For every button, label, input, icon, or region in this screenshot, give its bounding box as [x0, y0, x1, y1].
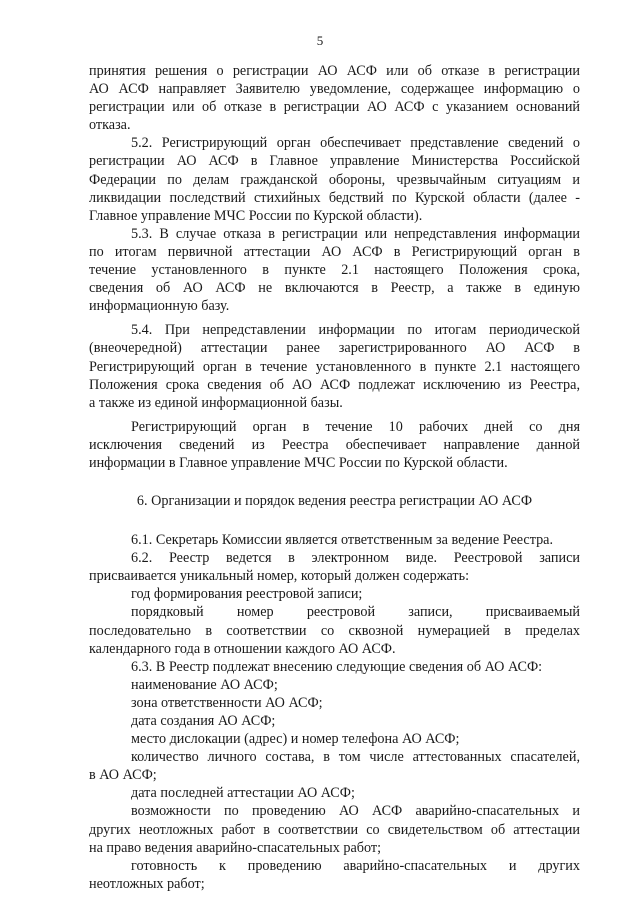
text-line: по итогам первичной аттестации АО АСФ в Регистрирующий орган в [89, 243, 580, 260]
text-line: регистрации или об отказе в регистрации АО АСФ с указанием оснований [89, 99, 580, 116]
text-line: 6.3. В Реестр подлежат внесению следующие сведения об АО АСФ: [131, 658, 543, 675]
text-line: 5.2. Регистрирующий орган обеспечивает представление сведений о [131, 135, 580, 152]
paragraph-5-4 [89, 321, 580, 411]
paragraph-regulation-continuation [89, 62, 580, 134]
text-line: Положения срока сведения об АО АСФ подлежат исключению из Реестра, [89, 376, 580, 393]
text-line: на право ведения аварийно-спасательных работ; [89, 839, 382, 856]
text-line: 6.1. Секретарь Комиссии является ответственным за ведение Реестра. [131, 532, 554, 549]
text-line: неотложных работ; [89, 875, 205, 892]
text-line: АО АСФ направляет Заявителю уведомление, содержащее информацию о [89, 81, 580, 98]
text-line: течение установленного в пункте 2.1 настоящего Положения срока, [89, 262, 580, 279]
list-item-serial-number [89, 603, 580, 657]
text-line: сведения об АО АСФ не включаются в Реестр, а также в единую [89, 280, 580, 297]
list-item-name [89, 676, 580, 694]
text-line: место дислокации (адрес) и номер телефона АО АСФ; [131, 731, 460, 748]
list-item-readiness [89, 857, 580, 893]
text-line: 5.4. При непредставлении информации по итогам периодической [131, 322, 580, 339]
text-line: Регистрирующий орган в течение 10 рабочих дней со дня [131, 418, 580, 435]
text-line: (внеочередной) аттестации ранее зарегистрированного АО АСФ в [89, 340, 580, 357]
text-line: количество личного состава, в том числе аттестованных спасателей, [131, 749, 580, 766]
text-line: последовательно в соответствии со сквозной нумерацией в пределах [89, 622, 580, 639]
list-item-zone [89, 694, 580, 712]
text-line: информации в Главное управление МЧС России по Курской области. [89, 454, 508, 471]
text-line: информационную базу. [89, 298, 230, 315]
text-line: Главное управление МЧС России по Курской области). [89, 207, 423, 224]
text-line: порядковый номер реестровой записи, присваиваемый [131, 604, 580, 621]
text-line: исключения сведений из Реестра обеспечивает направление данной [89, 436, 580, 453]
list-item-location [89, 730, 580, 748]
text-line: возможности по проведению АО АСФ аварийно-спасательных и [131, 803, 580, 820]
text-line: принятия решения о регистрации АО АСФ или об отказе в регистрации [89, 63, 580, 79]
text-line: год формирования реестровой записи; [131, 586, 363, 603]
text-line: отказа. [89, 117, 131, 134]
text-line: 5.3. В случае отказа в регистрации или непредставления информации [131, 225, 580, 242]
text-line: готовность к проведению аварийно-спасательных и других [131, 857, 580, 874]
text-line: дата последней аттестации АО АСФ; [131, 785, 355, 802]
text-line: календарного года в отношении каждого АО АСФ. [89, 640, 396, 657]
paragraph-5-3 [89, 225, 580, 315]
text-line: других неотложных работ в соответствии со свидетельством об аттестации [89, 821, 580, 838]
list-item-creation-date [89, 712, 580, 730]
list-item-personnel [89, 748, 580, 784]
list-item-year [89, 585, 580, 603]
text-line: зона ответственности АО АСФ; [131, 694, 323, 711]
text-line: Регистрирующий орган в течение установленного в пункте 2.1 настоящего [89, 358, 580, 375]
text-line: а также из единой информационной базы. [89, 394, 343, 411]
list-item-capabilities [89, 802, 580, 856]
paragraph-6-3 [89, 658, 580, 676]
text-line: дата создания АО АСФ; [131, 713, 276, 729]
paragraph-6-1 [89, 531, 580, 549]
paragraph-exclusion-notice [89, 418, 580, 472]
text-line: наименование АО АСФ; [131, 676, 278, 693]
paragraph-6-2 [89, 549, 580, 585]
paragraph-5-2 [89, 134, 580, 224]
text-line: Федерации по делам гражданской обороны, чрезвычайным ситуациям и [89, 171, 580, 188]
section-heading: 6. Организации и порядок ведения реестра регистрации АО АСФ [136, 493, 533, 510]
text-line: присваивается уникальный номер, который должен содержать: [89, 568, 470, 585]
page-number: 5 [316, 33, 324, 48]
text-line: в АО АСФ; [89, 767, 157, 784]
list-item-last-attestation [89, 784, 580, 802]
text-line: 6.2. Реестр ведется в электронном виде. Реестровой записи [131, 550, 580, 567]
text-line: ликвидации последствий стихийных бедствий по Курской области (далее - [89, 189, 580, 206]
document-body [89, 62, 580, 893]
text-line: регистрации АО АСФ в Главное управление Министерства Российской [89, 153, 580, 170]
